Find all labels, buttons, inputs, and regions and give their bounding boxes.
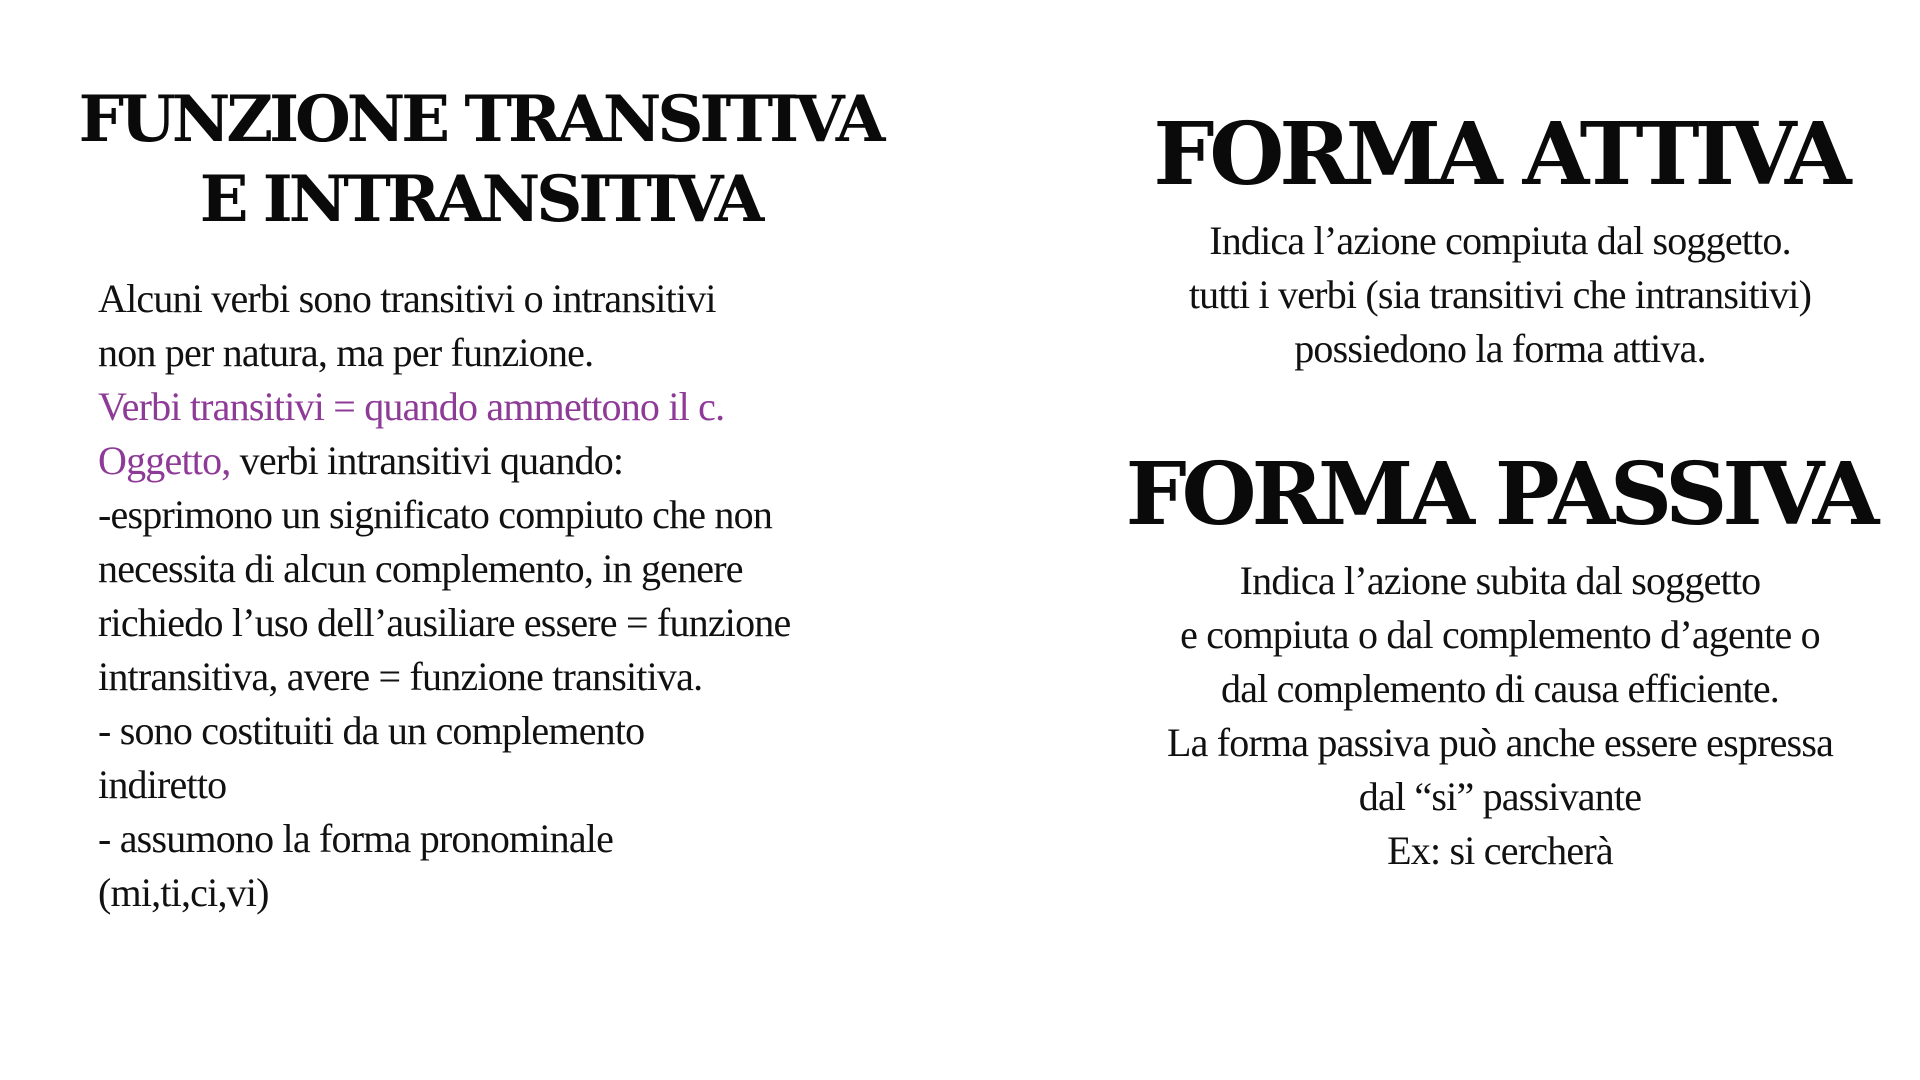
body-line: Ex: si cercherà	[1387, 828, 1613, 873]
body-line-highlight: Verbi transitivi = quando ammettono il c.	[98, 384, 725, 429]
title-line: FUNZIONE TRANSITIVA	[78, 82, 882, 157]
active-form-body	[1100, 214, 1900, 376]
body-line: richiedo l’uso dell’ausiliare essere = funzione	[98, 600, 791, 645]
transitive-function-title	[60, 80, 900, 240]
right-column	[1100, 0, 1900, 1080]
body-line: Alcuni verbi sono transitivi o intransitivi	[98, 276, 716, 321]
body-line: non per natura, ma per funzione.	[98, 330, 594, 375]
body-line: Indica l’azione subita dal soggetto	[1239, 558, 1761, 603]
body-text: verbi intransitivi quando:	[230, 438, 624, 483]
body-line: dal “si” passivante	[1358, 774, 1642, 819]
body-line: - assumono la forma pronominale	[98, 816, 614, 861]
transitive-function-body	[98, 272, 918, 920]
body-line-mixed	[98, 434, 918, 488]
body-line: necessita di alcun complemento, in genere	[98, 546, 743, 591]
body-line: - sono costituiti da un complemento	[98, 708, 645, 753]
body-line: dal complemento di causa efficiente.	[1221, 666, 1779, 711]
title-line: E INTRANSITIVA	[199, 162, 761, 237]
body-line: possiedono la forma attiva.	[1294, 326, 1706, 371]
body-line: e compiuta o dal complemento d’agente o	[1180, 612, 1820, 657]
passive-form-title: FORMA PASSIVA	[1125, 444, 1875, 545]
passive-form-body	[1100, 554, 1900, 878]
body-line: La forma passiva può anche essere espressa	[1166, 720, 1834, 765]
body-line: (mi,ti,ci,vi)	[98, 870, 269, 915]
body-line: tutti i verbi (sia transitivi che intransitivi)	[1188, 272, 1812, 317]
body-line: Indica l’azione compiuta dal soggetto.	[1209, 218, 1791, 263]
body-line: indiretto	[98, 762, 227, 807]
body-line: -esprimono un significato compiuto che non	[98, 492, 773, 537]
body-line: intransitiva, avere = funzione transitiva.	[98, 654, 703, 699]
highlight-text: Oggetto,	[98, 438, 231, 483]
active-form-title: FORMA ATTIVA	[1153, 104, 1847, 205]
